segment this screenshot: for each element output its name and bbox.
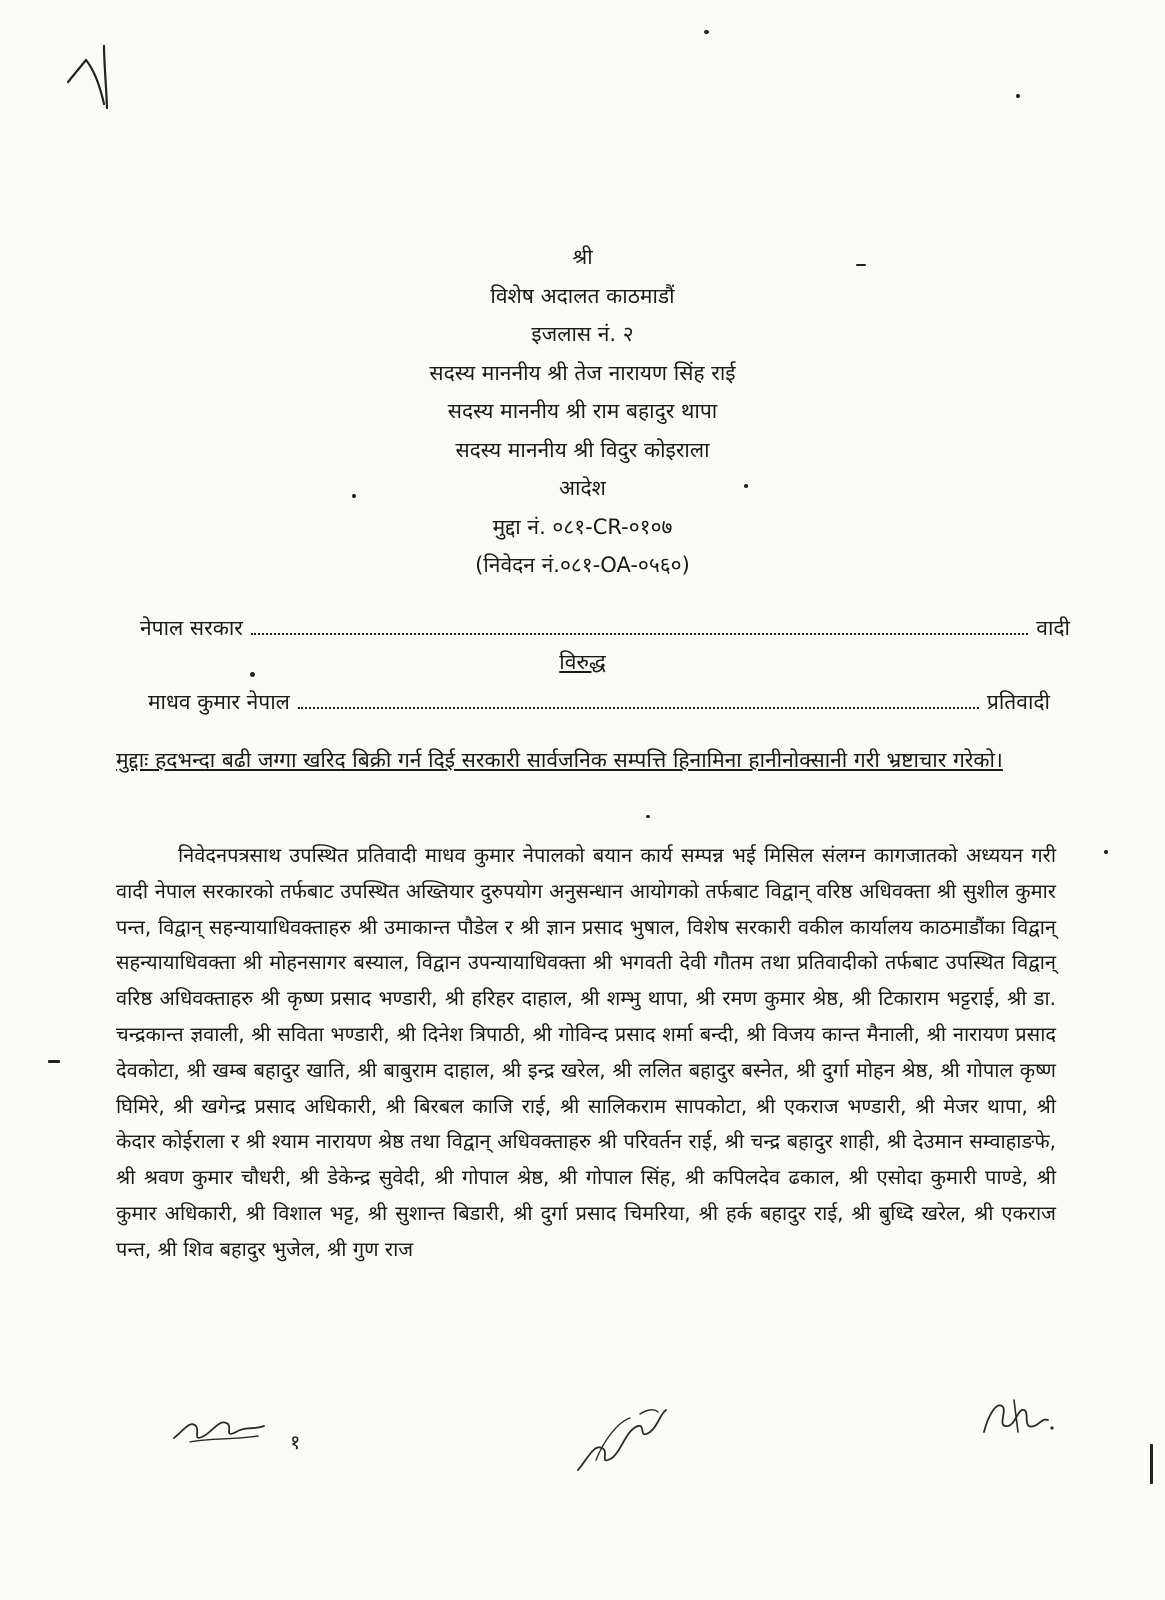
case-subject-text: मुद्दाः हदभन्दा बढी जग्गा खरिद बिक्री गर्न दिई सरकारी सार्वजनिक सम्पत्ति हिनामिना हानीनोक्सानी गरी भ्रष्टाचार गरेको।: [116, 748, 1003, 772]
plaintiff-name: नेपाल सरकार: [140, 616, 243, 640]
court-name: विशेष अदालत काठमाडौं: [490, 283, 675, 308]
plaintiff-line: [140, 614, 1070, 642]
scan-speck: [1016, 94, 1020, 98]
bench-member-3: सदस्य माननीय श्री विदुर कोइराला: [455, 437, 710, 462]
dotted-leader: [298, 693, 979, 709]
plaintiff-role: वादी: [1036, 616, 1070, 640]
defendant-role: प्रतिवादी: [986, 690, 1050, 714]
dotted-leader: [251, 619, 1028, 635]
petition-number: (निवेदन नं.०८१-OA-०५६०): [475, 553, 690, 577]
signature-initials-right: [978, 1392, 1058, 1442]
header-honorific: श्री: [572, 245, 593, 269]
scan-speck: [1150, 1444, 1153, 1484]
scan-speck: [704, 30, 709, 34]
court-header: [0, 238, 1165, 585]
bench-member-1: सदस्य माननीय श्री तेज नारायण सिंह राई: [429, 360, 736, 385]
scan-speck: [646, 815, 650, 818]
bench-member-2: सदस्य माननीय श्री राम बहादुर थापा: [447, 399, 718, 423]
bench-number: इजलास नं. २: [531, 322, 634, 346]
defendant-name: माधव कुमार नेपाल: [148, 690, 290, 714]
scan-speck: [1104, 850, 1108, 854]
versus-line: [0, 648, 1165, 676]
defendant-line: [148, 688, 1050, 716]
signature-center: [568, 1400, 678, 1480]
case-subject: [116, 738, 1056, 782]
order-title: आदेश: [559, 476, 606, 500]
scan-speck: [48, 1060, 60, 1063]
page-number: १: [290, 1430, 301, 1454]
order-body-paragraph: निवेदनपत्रसाथ उपस्थित प्रतिवादी माधव कुमार नेपालको बयान कार्य सम्पन्न भई मिसिल संलग्न कागजातको अध्ययन गरी वादी नेपाल सरकारको तर्फबाट उपस्थित अख्तियार दुरुपयोग अनुसन्धान आयोगको तर्फबाट विद्वान् वरिष्ठ अधिवक्ता श्री सुशील कुमार पन्त, विद्वान् सहन्यायाधिवक्ताहरु श्री उमाकान्त पौडेल र श्री ज्ञान प्रसाद भुषाल, विशेष सरकारी वकील कार्यालय काठमाडौंका विद्वान् सहन्यायाधिवक्ता श्री मोहनसागर बस्याल, विद्वान उपन्यायाधिवक्ता श्री भगवती देवी गौतम तथा प्रतिवादीको तर्फबाट उपस्थित विद्वान् वरिष्ठ अधिवक्ताहरु श्री कृष्ण प्रसाद भण्डारी, श्री हरिहर दाहाल, श्री शम्भु थापा, श्री रमण कुमार श्रेष्ठ, श्री टिकाराम भट्टराई, श्री डा. चन्द्रकान्त ज्ञवाली, श्री सविता भण्डारी, श्री दिनेश त्रिपाठी, श्री गोविन्द प्रसाद शर्मा बन्दी, श्री विजय कान्त मैनाली, श्री नारायण प्रसाद देवकोटा, श्री खम्ब बहादुर खाति, श्री बाबुराम दाहाल, श्री इन्द्र खरेल, श्री ललित बहादुर बस्नेत, श्री दुर्गा मोहन श्रेष्ठ, श्री गोपाल कृष्ण घिमिरे, श्री खगेन्द्र प्रसाद अधिकारी, श्री बिरबल काजि राई, श्री सालिकराम सापकोटा, श्री एकराज भण्डारी, श्री मेजर थापा, श्री केदार कोईराला र श्री श्याम नारायण श्रेष्ठ तथा विद्वान् अधिवक्ताहरु श्री परिवर्तन राई, श्री चन्द्र बहादुर शाही, श्री देउमान सम्वाहाङफे, श्री श्रवण कुमार चौधरी, श्री डेकेन्द्र सुवेदी, श्री गोपाल श्रेष्ठ, श्री गोपाल सिंह, श्री कपिलदेव ढकाल, श्री एसोदा कुमारी पाण्डे, श्री कुमार अधिकारी, श्री विशाल भट्ट, श्री सुशान्त बिडारी, श्री दुर्गा प्रसाद चिमरिया, श्री हर्क बहादुर राई, श्री बुध्दि खरेल, श्री एकराज पन्त, श्री शिव बहादुर भुजेल, श्री गुण राज: [116, 843, 1056, 1261]
case-number: मुद्दा नं. ०८१-CR-०१०७: [492, 514, 673, 539]
signature-initials-left: [170, 1408, 270, 1448]
versus-label: विरुद्ध: [559, 650, 606, 674]
handwritten-page-mark: [60, 42, 130, 112]
